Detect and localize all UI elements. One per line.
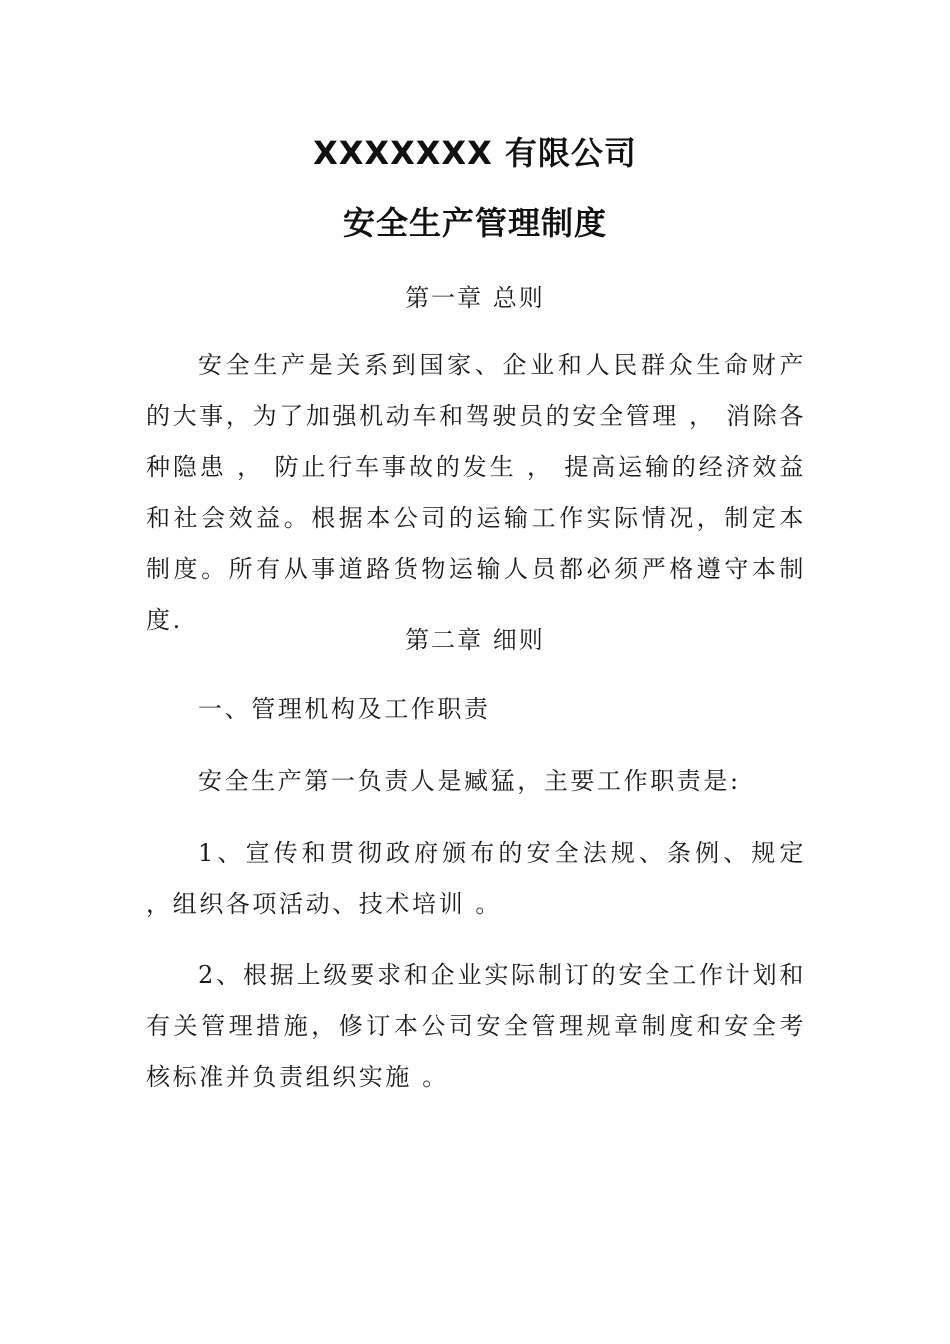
regulation-title: 安全生产管理制度 <box>342 204 607 242</box>
chapter-1-paragraph: 安全生产是关系到国家、企业和人民群众生命财产的大事，为了加强机动车和驾驶员的安全管理 ， 消除各种隐患 ， 防止行车事故的发生 ， 提高运输的经济效益和社会效益。根据本公司的运输工作实际情况，制定本制度。所有从事道路货物运输人员都必须严格遵守本制度. <box>146 351 806 634</box>
responsible-person-paragraph: 安全生产第一负责人是臧猛，主要工作职责是: <box>198 767 741 795</box>
chapter-2-heading: 第二章 细则 <box>405 626 545 654</box>
company-title: XXXXXXX 有限公司 <box>313 134 637 172</box>
chapter-1-heading: 第一章 总则 <box>405 284 545 312</box>
duty-item-2: 2、根据上级要求和企业实际制订的安全工作计划和有关管理措施，修订本公司安全管理规章制度和安全考核标准并负责组织实施 。 <box>146 961 806 1091</box>
section-1-heading: 一、管理机构及工作职责 <box>198 695 491 723</box>
duty-item-1: 1、宣传和贯彻政府颁布的安全法规、条例、规定 ，组织各项活动、技术培训 。 <box>146 839 806 918</box>
